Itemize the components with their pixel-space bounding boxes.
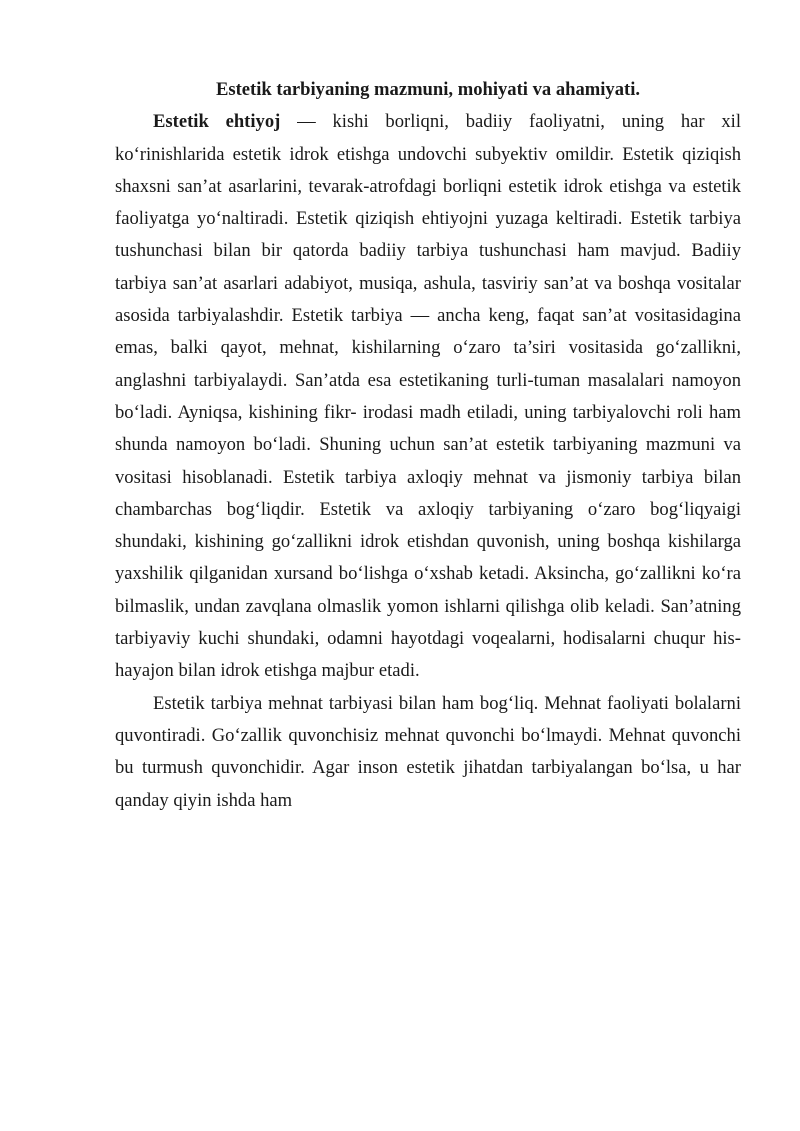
document-title: Estetik tarbiyaning mazmuni, mohiyati va ahamiyati. [215,79,641,100]
paragraph-1 [115,106,741,687]
paragraph-2-text: Estetik tarbiya mehnat tarbiyasi bilan ham bog‘liq. Mehnat faoliyati bolalarni quvontiradi. Go‘zallik quvonchisiz mehnat quvonchi bo‘lmaydi. Mehnat quvonchi bu turmush quvonchidir. Agar inson estetik jihatdan tarbiyalangan bo‘lsa, u har qanday qiyin ishda ham [115,692,741,811]
paragraph-1-text: — kishi borliqni, badiiy faoliyatni, uning har xil ko‘rinishlarida estetik idrok etishga undovchi subyektiv omildir. Estetik qiziqish shaxsni san’at asarlarini, tevarak-atrofdagi borliqni estetik idrok etishga va estetik faoliyatga yo‘naltiradi. Estetik qiziqish ehtiyojni yuzaga keltiradi. Estetik tarbiya tushunchasi bilan bir qatorda badiiy tarbiya tushunchasi ham mavjud. Badiiy tarbiya san’at asarlari adabiyot, musiqa, ashula, tasviriy san’at va boshqa vositalar asosida tarbiyalashdir. Estetik tarbiya — ancha keng, faqat san’at vositasidagina emas, balki qayot, mehnat, kishilarning o‘zaro ta’siri vositasida go‘zallikni, anglashni tarbiyalaydi. San’atda esa estetikaning turli-tuman masalalari namoyon bo‘ladi. Ayniqsa, kishining fikr- irodasi madh etiladi, uning tarbiyalovchi roli ham shunda namoyon bo‘ladi. Shuning uchun san’at estetik tarbiyaning mazmuni va vositasi hisoblanadi. Estetik tarbiya axloqiy mehnat va jismoniy tarbiya bilan chambarchas bog‘liqdir. Estetik va axloqiy tarbiyaning o‘zaro bog‘liqyaigi shundaki, kishining go‘zallikni idrok etishdan quvonish, uning boshqa kishilarga yaxshilik qilganidan xursand bo‘lishga o‘xshab ketadi. Aksincha, go‘zallikni ko‘ra bilmaslik, undan zavqlana olmaslik yomon ishlarni qilishga olib keladi. San’atning tarbiyaviy kuchi shundaki, odamni hayotdagi voqealarni, hodisalarni chuqur his-hayajon bilan idrok etishga majbur etadi. [115,111,741,682]
term-estetik-ehtiyoj: Estetik ehtiyoj [153,111,281,133]
document-page [115,72,741,817]
paragraph-2 [115,688,741,817]
